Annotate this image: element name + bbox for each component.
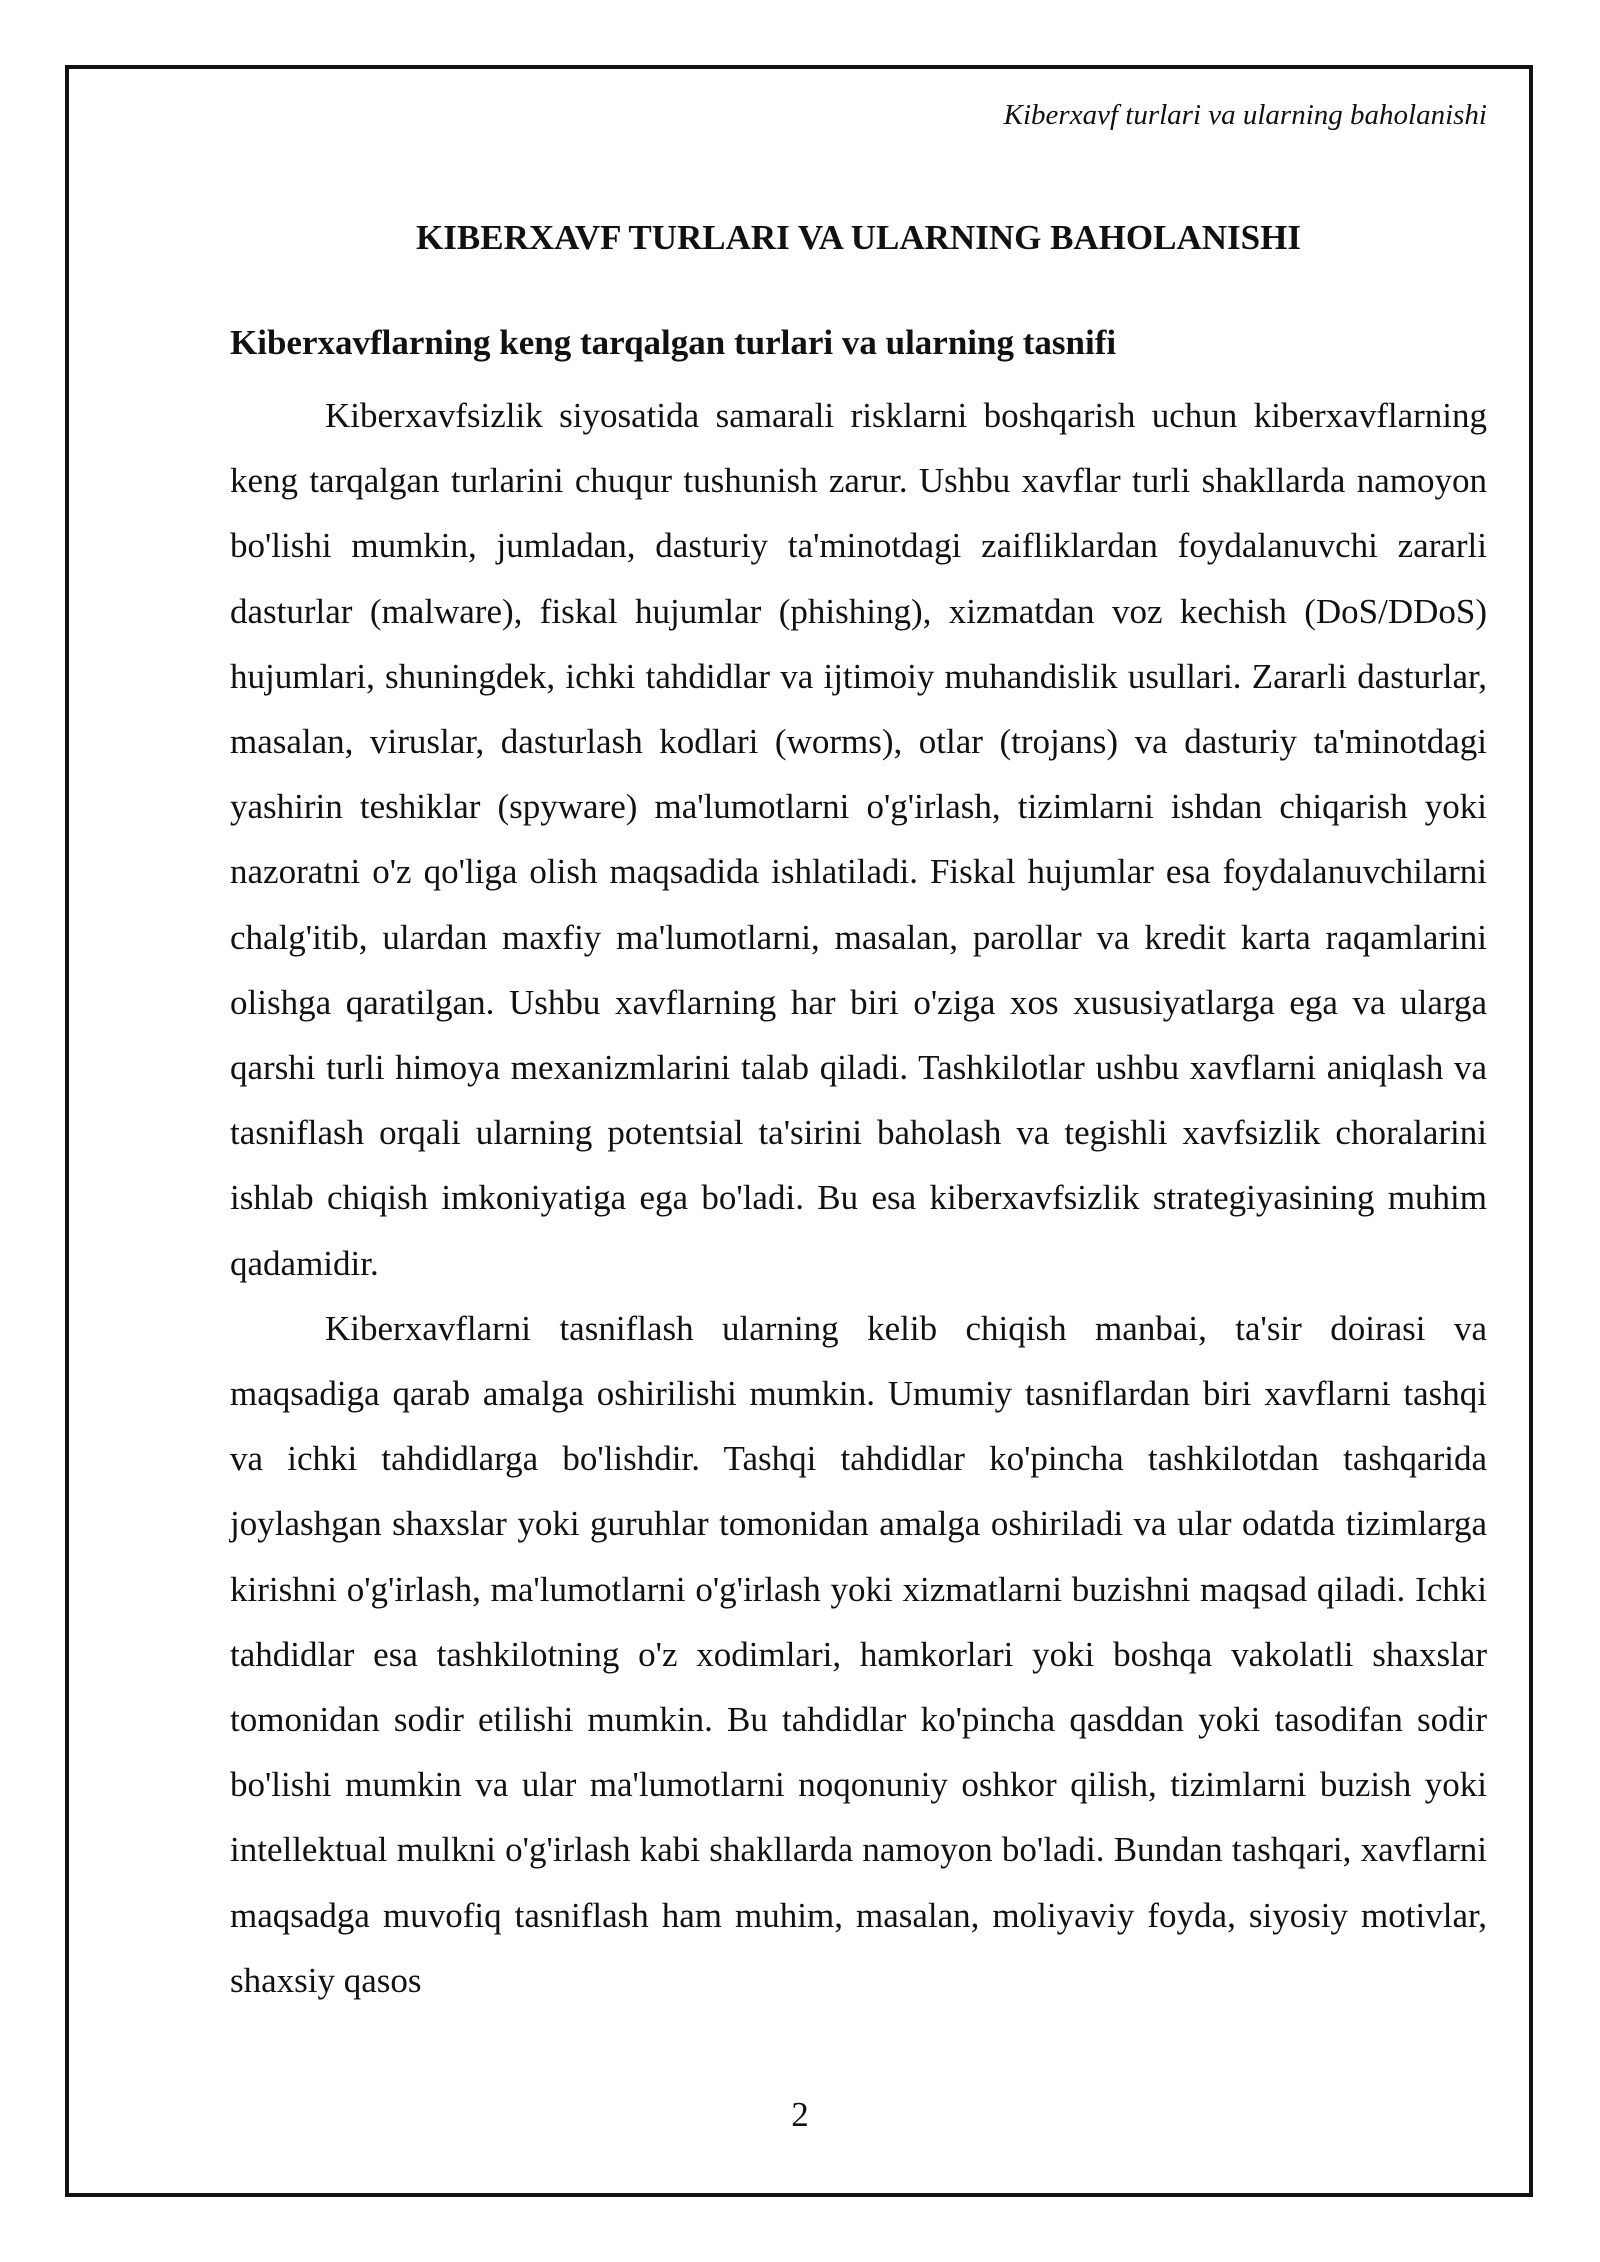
document-title: KIBERXAVF TURLARI VA ULARNING BAHOLANISHI — [416, 218, 1301, 257]
body-paragraph: Kiberxavflarni tasniflash ularning kelib chiqish manbai, ta'sir doirasi va maqsadiga qarab amalga oshirilishi mumkin. Umumiy tasniflardan biri xavflarni tashqi va ichki tahdidlarga bo'lishdir. Tashqi tahdidlar ko'pincha tashkilotdan tashqarida joylashgan shaxslar yoki guruhlar tomonidan amalga oshiriladi va ular odatda tizimlarga kirishni o'g'irlash, ma'lumotlarni o'g'irlash yoki xizmatlarni buzishni maqsad qiladi. Ichki tahdidlar esa tashkilotning o'z xodimlari, hamkorlari yoki boshqa vakolatli shaxslar tomonidan sodir etilishi mumkin. Bu tahdidlar ko'pincha qasddan yoki tasodifan sodir bo'lishi mumkin va ular ma'lumotlarni noqonuniy oshkor qilish, tizimlarni buzish yoki intellektual mulkni o'g'irlash kabi shakllarda namoyon bo'ladi. Bundan tashqari, xavflarni maqsadga muvofiq tasniflash ham muhim, masalan, moliyaviy foyda, siyosiy motivlar, shaxsiy qasos — [230, 1308, 1487, 2000]
section-heading: Kiberxavflarning keng tarqalgan turlari va ularning tasnifi — [230, 323, 1117, 362]
body-paragraph: Kiberxavfsizlik siyosatida samarali risklarni boshqarish uchun kiberxavflarning keng tarqalgan turlarini chuqur tushunish zarur. Ushbu xavflar turli shakllarda namoyon bo'lishi mumkin, jumladan, dasturiy ta'minotdagi zaifliklardan foydalanuvchi zararli dasturlar (malware), fiskal hujumlar (phishing), xizmatdan voz kechish (DoS/DDoS) hujumlari, shuningdek, ichki tahdidlar va ijtimoiy muhandislik usullari. Zararli dasturlar, masalan, viruslar, dasturlash kodlari (worms), otlar (trojans) va dasturiy ta'minotdagi yashirin teshiklar (spyware) ma'lumotlarni o'g'irlash, tizimlarni ishdan chiqarish yoki nazoratni o'z qo'liga olish maqsadida ishlatiladi. Fiskal hujumlar esa foydalanuvchilarni chalg'itib, ulardan maxfiy ma'lumotlarni, masalan, parollar va kredit karta raqamlarini olishga qaratilgan. Ushbu xavflarning har biri o'ziga xos xususiyatlarga ega va ularga qarshi turli himoya mexanizmlarini talab qiladi. Tashkilotlar ushbu xavflarni aniqlash va tasniflash orqali ularning potentsial ta'sirini baholash va tegishli xavfsizlik choralarini ishlab chiqish imkoniyatiga ega bo'ladi. Bu esa kiberxavfsizlik strategiyasining muhim qadamidir. — [230, 396, 1487, 1283]
running-header: Kiberxavf turlari va ularning baholanishi — [1003, 99, 1487, 131]
document-body — [230, 213, 1487, 2013]
page-number: 2 — [791, 2095, 809, 2134]
